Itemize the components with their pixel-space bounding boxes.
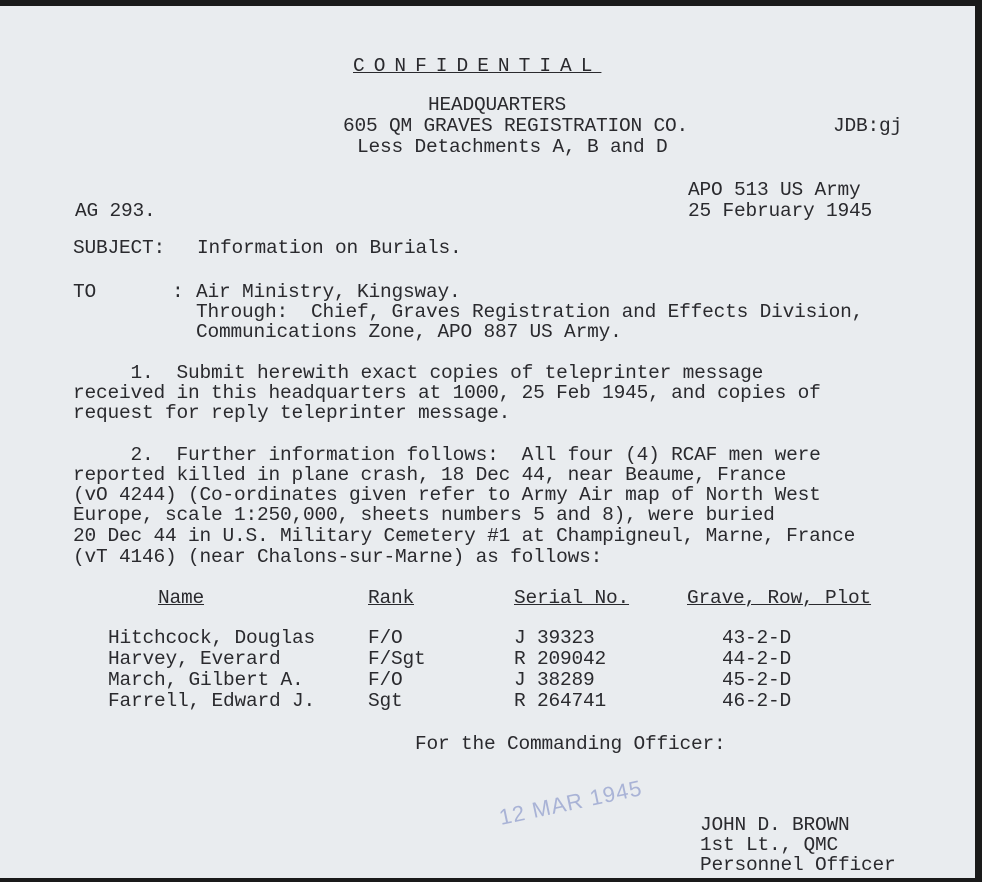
paragraph-1-line: 1. Submit herewith exact copies of teleprinter message: [73, 362, 764, 384]
paragraph-2-line: (vT 4146) (near Chalons-sur-Marne) as follows:: [73, 546, 603, 568]
signatory-title: Personnel Officer: [700, 854, 896, 876]
to-colon: :: [172, 281, 184, 303]
closing-line: For the Commanding Officer:: [415, 733, 726, 755]
cell-name: Hitchcock, Douglas: [108, 627, 316, 649]
initials: JDB:gj: [833, 115, 903, 137]
org-headquarters: HEADQUARTERS: [428, 94, 567, 116]
cell-rank: F/O: [368, 669, 403, 691]
paragraph-1-line: request for reply teleprinter message.: [73, 402, 511, 424]
signatory-rank: 1st Lt., QMC: [700, 834, 839, 856]
cell-rank: F/Sgt: [368, 648, 426, 670]
letter-date: 25 February 1945: [688, 200, 873, 222]
cell-grave: 44-2-D: [722, 648, 792, 670]
subject-text: Information on Burials.: [197, 237, 462, 259]
cell-serial: R 209042: [514, 648, 607, 670]
paragraph-1-line: received in this headquarters at 1000, 25 Feb 1945, and copies of: [73, 382, 821, 404]
paragraph-2-line: Europe, scale 1:250,000, sheets numbers 5 and 8), were buried: [73, 504, 775, 526]
to-label: TO: [73, 281, 97, 303]
column-header-serial: Serial No.: [514, 587, 630, 609]
to-through-cont: Communications Zone, APO 887 US Army.: [196, 321, 622, 343]
paragraph-2-line: 20 Dec 44 in U.S. Military Cemetery #1 at Champigneul, Marne, France: [73, 525, 856, 547]
received-date-stamp: 12 MAR 1945: [496, 775, 645, 830]
paragraph-2-line: reported killed in plane crash, 18 Dec 44, near Beaume, France: [73, 464, 787, 486]
paragraph-2-line: 2. Further information follows: All four (4) RCAF men were: [73, 444, 821, 466]
cell-name: Farrell, Edward J.: [108, 690, 316, 712]
cell-grave: 46-2-D: [722, 690, 792, 712]
to-recipient: Air Ministry, Kingsway.: [196, 281, 461, 303]
cell-serial: R 264741: [514, 690, 607, 712]
to-through: Through: Chief, Graves Registration and Effects Division,: [196, 301, 864, 323]
apo-address: APO 513 US Army: [688, 179, 861, 201]
cell-name: Harvey, Everard: [108, 648, 281, 670]
cell-rank: F/O: [368, 627, 403, 649]
classification-heading: CONFIDENTIAL: [353, 55, 602, 77]
cell-serial: J 39323: [514, 627, 595, 649]
paragraph-2-line: (vO 4244) (Co-ordinates given refer to Army Air map of North West: [73, 484, 821, 506]
cell-rank: Sgt: [368, 690, 403, 712]
column-header-name: Name: [158, 587, 205, 609]
column-header-grave: Grave, Row, Plot: [687, 587, 872, 609]
org-detachments: Less Detachments A, B and D: [357, 136, 668, 158]
signatory-name: JOHN D. BROWN: [700, 814, 850, 836]
cell-grave: 43-2-D: [722, 627, 792, 649]
cell-serial: J 38289: [514, 669, 595, 691]
column-header-rank: Rank: [368, 587, 415, 609]
cell-name: March, Gilbert A.: [108, 669, 304, 691]
cell-grave: 45-2-D: [722, 669, 792, 691]
subject-label: SUBJECT:: [73, 237, 166, 259]
file-reference: AG 293.: [75, 200, 156, 222]
org-unit: 605 QM GRAVES REGISTRATION CO.: [343, 115, 689, 137]
